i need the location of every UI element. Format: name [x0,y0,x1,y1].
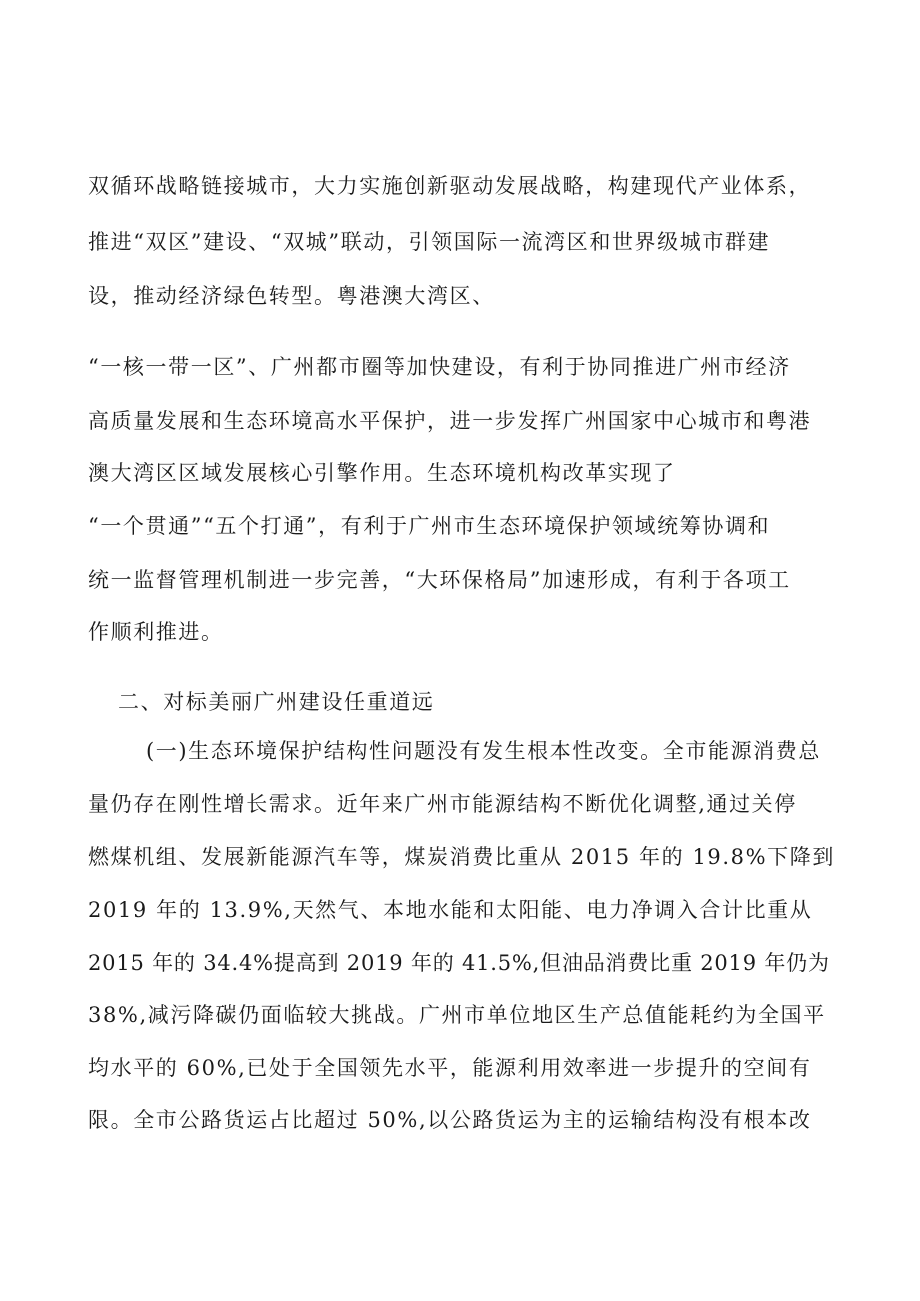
text-line: 推进“双区”建设、“双城”联动，引领国际一流湾区和世界级城市群建 [88,230,771,254]
text-line: 均水平的 60%,已处于全国领先水平，能源利用效率进一步提升的空间有 [88,1056,812,1080]
text-line: 2015 年的 34.4%提高到 2019 年的 41.5%,但油品消费比重 2019 年仍为 [88,951,830,975]
text-line: 燃煤机组、发展新能源汽车等，煤炭消费比重从 2015 年的 19.8%下降到 [88,845,835,869]
text-line: 量仍存在刚性增长需求。近年来广州市能源结构不断优化调整,通过关停 [88,792,797,816]
text-line: 限。全市公路货运占比超过 50%,以公路货运为主的运输结构没有根本改 [88,1108,812,1132]
text-line: “一个贯通”“五个打通”，有利于广州市生态环境保护领域统筹协调和 [88,514,771,538]
text-line: 设，推动经济绿色转型。粤港澳大湾区、 [88,284,495,308]
text-line: 统一监督管理机制进一步完善，“大环保格局”加速形成，有利于各项工 [88,568,791,592]
text-line: 澳大湾区区域发展核心引擎作用。生态环境机构改革实现了 [88,461,676,485]
text-line: 双循环战略链接城市，大力实施创新驱动发展战略，构建现代产业体系， [88,174,812,198]
text-line: 高质量发展和生态环境高水平保护，进一步发挥广州国家中心城市和粤港 [88,409,812,433]
text-line: 作顺利推进。 [88,620,224,644]
text-line: 38%,减污降碳仍面临较大挑战。广州市单位地区生产总值能耗约为全国平 [88,1003,826,1027]
text-line: 2019 年的 13.9%,天然气、本地水能和太阳能、电力净调入合计比重从 [88,898,813,922]
text-line: “一核一带一区”、广州都市圈等加快建设，有利于协同推进广州市经济 [88,355,791,379]
section-heading: 二、对标美丽广州建设任重道远 [118,690,435,714]
text-line: (一)生态环境保护结构性问题没有发生根本性改变。全市能源消费总 [146,739,821,763]
